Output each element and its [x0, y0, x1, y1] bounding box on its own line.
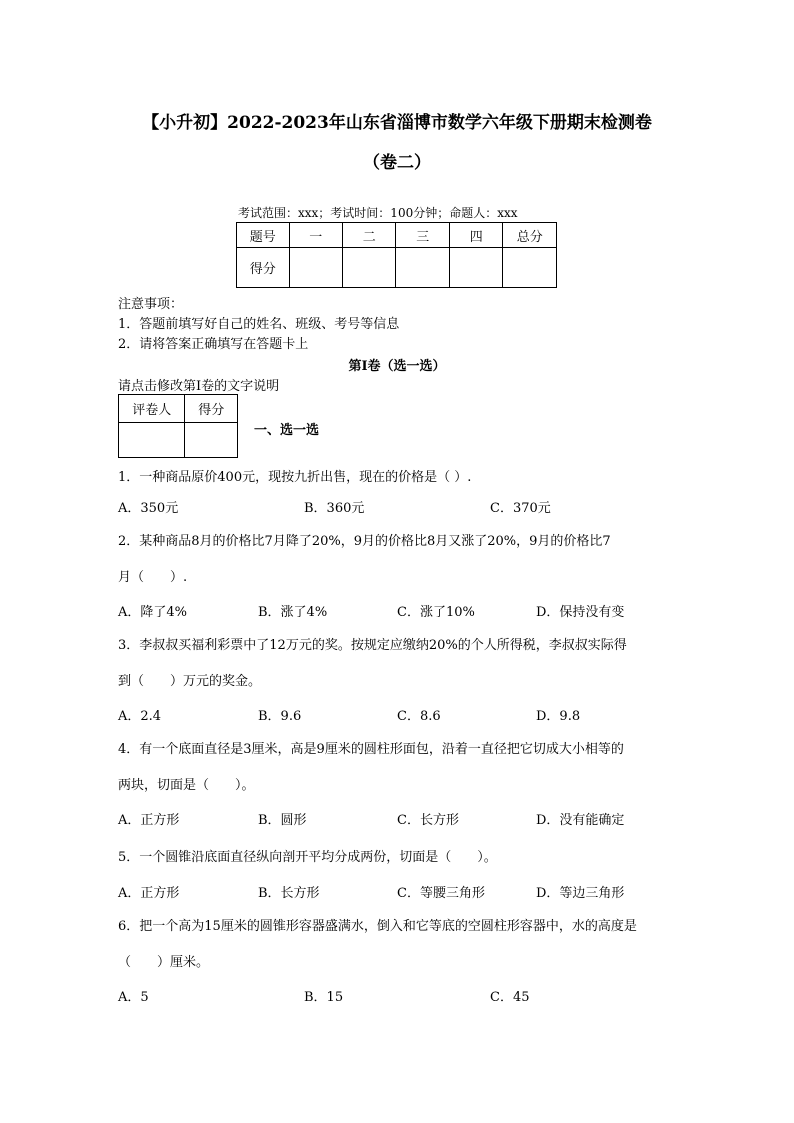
- question-text: 6．把一个高为15厘米的圆锥形容器盛满水，倒入和它等底的空圆柱形容器中，水的高度是: [118, 919, 637, 934]
- score-table: [236, 222, 557, 288]
- answer-option[interactable]: C．370元: [490, 501, 551, 516]
- grader-table: [118, 394, 238, 458]
- question-text: 到（ ）万元的奖金。: [118, 674, 262, 689]
- exam-info: 考试范围：xxx；考试时间：100分钟；命题人：xxx: [238, 206, 518, 220]
- answer-option[interactable]: C．涨了10%: [397, 605, 475, 620]
- note-item: 1．答题前填写好自己的姓名、班级、考号等信息: [118, 317, 400, 332]
- score-input-cell[interactable]: [449, 248, 502, 288]
- score-label-cell: 得分: [237, 248, 290, 288]
- answer-option[interactable]: B．圆形: [258, 813, 307, 828]
- grader-input-cell[interactable]: [119, 423, 185, 458]
- question-text: 月（ ）.: [118, 570, 188, 585]
- section-description[interactable]: 请点击修改第I卷的文字说明: [118, 379, 280, 394]
- score-header-cell: 总分: [503, 223, 557, 248]
- score-header-cell: 二: [342, 223, 395, 248]
- answer-option[interactable]: B．9.6: [258, 709, 302, 724]
- score-header-cell: 一: [289, 223, 342, 248]
- answer-option[interactable]: C．长方形: [397, 813, 459, 828]
- question-text: （ ）厘米。: [118, 955, 210, 970]
- section-title: 第I卷（选一选）: [348, 359, 446, 374]
- part-title: 一、选一选: [254, 423, 320, 438]
- score-input-cell[interactable]: [342, 248, 395, 288]
- answer-option[interactable]: B．涨了4%: [258, 605, 328, 620]
- answer-option[interactable]: D．保持没有变: [536, 605, 625, 620]
- score-input-cell[interactable]: [503, 248, 557, 288]
- answer-option[interactable]: D．等边三角形: [536, 886, 625, 901]
- page-title: 【小升初】2022-2023年山东省淄博市数学六年级下册期末检测卷: [142, 113, 652, 133]
- answer-option[interactable]: A．正方形: [118, 813, 180, 828]
- score-input-cell[interactable]: [289, 248, 342, 288]
- score-header-cell: 题号: [237, 223, 290, 248]
- answer-option[interactable]: A．正方形: [118, 886, 180, 901]
- note-item: 2．请将答案正确填写在答题卡上: [118, 337, 309, 352]
- answer-option[interactable]: D．9.8: [536, 709, 581, 724]
- answer-option[interactable]: B．15: [304, 990, 344, 1005]
- question-text: 两块，切面是（ ）。: [118, 778, 255, 793]
- grader-header-cell: 得分: [185, 395, 238, 423]
- score-header-cell: 三: [396, 223, 449, 248]
- answer-option[interactable]: D．没有能确定: [536, 813, 625, 828]
- question-text: 2．某种商品8月的价格比7月降了20%，9月的价格比8月又涨了20%，9月的价格比7: [118, 534, 611, 549]
- notes-heading: 注意事项：: [118, 297, 184, 312]
- answer-option[interactable]: A．350元: [118, 501, 179, 516]
- answer-option[interactable]: A．降了4%: [118, 605, 188, 620]
- question-text: 3．李叔叔买福利彩票中了12万元的奖。按规定应缴纳20%的个人所得税，李叔叔实际得: [118, 638, 627, 653]
- answer-option[interactable]: A．5: [118, 990, 149, 1005]
- question-text: 4．有一个底面直径是3厘米，高是9厘米的圆柱形面包，沿着一直径把它切成大小相等的: [118, 742, 624, 757]
- question-text: 5．一个圆锥沿底面直径纵向剖开平均分成两份，切面是（ ）。: [118, 850, 497, 865]
- score-header-cell: 四: [449, 223, 502, 248]
- score-input-cell[interactable]: [396, 248, 449, 288]
- answer-option[interactable]: B．360元: [304, 501, 365, 516]
- grader-input-cell[interactable]: [185, 423, 238, 458]
- answer-option[interactable]: C．等腰三角形: [397, 886, 485, 901]
- answer-option[interactable]: B．长方形: [258, 886, 320, 901]
- grader-header-cell: 评卷人: [119, 395, 185, 423]
- question-text: 1．一种商品原价400元，现按九折出售，现在的价格是（ ）.: [118, 470, 472, 485]
- answer-option[interactable]: C．45: [490, 990, 530, 1005]
- answer-option[interactable]: A．2.4: [118, 709, 162, 724]
- answer-option[interactable]: C．8.6: [397, 709, 441, 724]
- page-subtitle: （卷二）: [363, 153, 431, 173]
